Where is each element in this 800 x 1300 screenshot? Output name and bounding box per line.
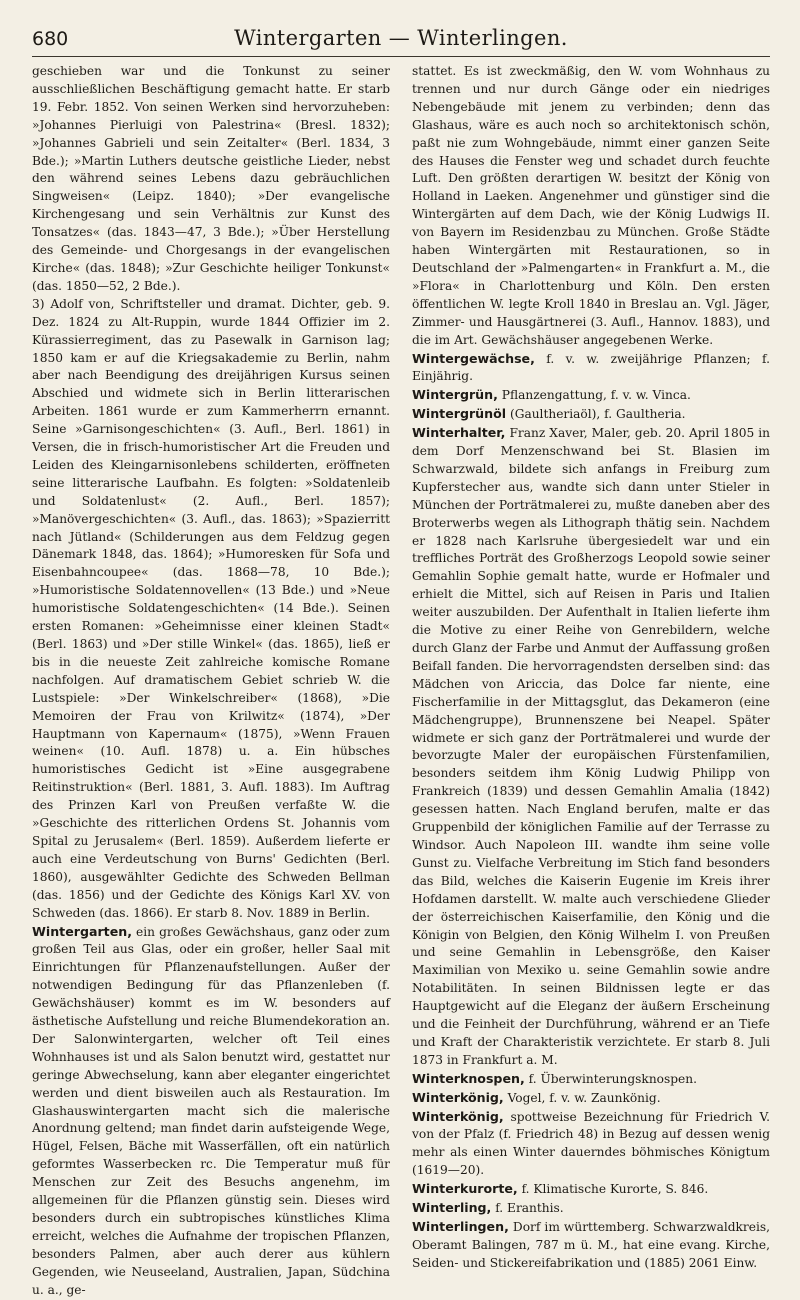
headword: Winterknospen, <box>412 1070 525 1086</box>
right-column <box>412 63 770 1300</box>
headword: Winterling, <box>412 1200 492 1216</box>
headword: Wintergewächse, <box>412 350 535 366</box>
entry-winterkoenig: Winterkönig, spottweise Bezeichnung für Friedrich V. von der Pfalz (f. Friedrich 48) in Bezug auf dessen wenig mehr als einen Winter dauerndes böhmisches Königtum (1619—20). <box>412 1108 770 1178</box>
headword: Wintergarten, <box>32 923 132 939</box>
entry-winterkoenig-vogel: Winterkönig, Vogel, f. v. w. Zaunkönig. <box>412 1089 661 1105</box>
headword: Wintergrün, <box>412 387 498 403</box>
entry-wintergruen: Wintergrün, Pflanzengattung, f. v. w. Vinca. <box>412 387 691 403</box>
entry-winterhalter: Winterhalter, Franz Xaver, Maler, geb. 20. April 1805 in dem Dorf Menzenschwand bei St. Blasien im Schwarzwald, bildete sich anfangs in Freiburg zum Kupferstecher aus, wandte sich dann unter Stieler in München der Porträtmalerei zu, mußte daneben aber des Broterwerbs wegen als Lithograph thätig sein. Nachdem er 1828 nach Karlsruhe übergesiedelt war und ein treffliches Porträt des Großherzogs Leopold sowie seiner Gemahlin Sophie gemalt hatte, wurde er Hofmaler und erhielt die Mittel, sich auf Reisen in Paris und Italien weiter auszubilden. Der Aufenthalt in Italien lieferte ihm die Motive zu einer Reihe von Genrebildern, welche durch Glanz der Farbe und Anmut der Auffassung großen Beifall fanden. Die hervorragendsten derselben sind: das Mädchen von Ariccia, das Dolce far niente, eine Fischerfamilie in der Mittagsglut, das Dekameron (eine Mädchengruppe), Brunnenszene bei Neapel. Später widmete er sich ganz der Porträtmalerei und wurde der bevorzugte Maler der europäischen Fürstenfamilien, besonders seitdem ihm König Ludwig Philipp von Frankreich (1839) und dessen Gemahlin Amalia (1842) gesessen hatten. Nach England berufen, malte er das Gruppenbild der königlichen Familie auf der Terrasse zu Windsor. Auch Napoleon III. wandte ihm seine volle Gunst zu. Vielfache Verbreitung im Stich fand besonders das Bild, welches die Kaiserin Eugenie im Kreis ihrer Hofdamen darstellt. W. malte auch verschiedene Glieder der österreichischen Kaiserfamilie, den König und die Königin von Belgien, den König Wilhelm I. von Preußen und seine Gemahlin in Lebensgröße, den Kaiser Maximilian von Mexiko u. seine Gemahlin sowie andre Notabilitäten. In seinen Bildnissen legte er das Hauptgewicht auf die Eleganz der äußern Erscheinung und die Feinheit der Durchführung, während er an Tiefe und Kraft der Charakteristik verzichtete. Er starb 8. Juli 1873 in Frankfurt a. M. <box>412 425 770 1067</box>
left-column <box>32 63 390 1300</box>
headword: Winterhalter, <box>412 425 506 441</box>
entry-winterknospen: Winterknospen, f. Überwinterungsknospen. <box>412 1070 697 1086</box>
page-header <box>32 26 770 57</box>
entry-winterlingen: Winterlingen, Dorf im württemberg. Schwarzwaldkreis, Oberamt Balingen, 787 m ü. M., hat eine evang. Kirche, Seiden- und Stickereifabrikation und (1885) 2061 Einw. <box>412 1219 770 1270</box>
running-head: Wintergarten — Winterlingen. <box>234 26 568 50</box>
entry-winterling: Winterling, f. Eranthis. <box>412 1200 564 1216</box>
headword: Winterkönig, <box>412 1089 504 1105</box>
page-number: 680 <box>32 28 69 50</box>
headword: Wintergrünöl <box>412 406 507 422</box>
entry-paragraph: 3) Adolf von, Schriftsteller und dramat. Dichter, geb. 9. Dez. 1824 zu Alt-Ruppin, wurde 1844 Offizier im 2. Kürassierregiment, das zu Pasewalk in Garnison lag; 1850 kam er auf die Kriegsakademie zu Berlin, nahm aber nach Beendigung des dreijährigen Kursus seinen Abschied und widmete sich in Berlin litterarischen Arbeiten. 1861 wurde er zum Kammerherrn ernannt. Seine »Garnisongeschichten« (3. Aufl., Berl. 1861) in Versen, die in frisch-humoristischer Art die Freuden und Leiden des Kleingarnisonlebens schilderten, eröffneten seine litterarische Laufbahn. Es folgten: »Soldatenleib und Soldatenlust« (2. Aufl., Berl. 1857); »Manövergeschichten« (3. Aufl., das. 1863); »Spazierritt nach Jütland« (Schilderungen aus dem Feldzug gegen Dänemark 1848, das. 1864); »Humoresken für Sofa und Eisenbahncoupee« (das. 1868—78, 10 Bde.); »Humoristische Soldatennovellen« (13 Bde.) und »Neue humoristische Soldatengeschichten« (14 Bde.). Seinen ersten Romanen: »Geheimnisse einer kleinen Stadt« (Berl. 1863) und »Der stille Winkel« (das. 1865), ließ er bis in die neueste Zeit zahlreiche komische Romane nachfolgen. Auf dramatischem Gebiet schrieb W. die Lustspiele: »Der Winkelschreiber« (1868), »Die Memoiren der Frau von Krilwitz« (1874), »Der Hauptmann von Kapernaum« (1875), »Wenn Frauen weinen« (10. Aufl. 1878) u. a. Ein hübsches humoristisches Gedicht ist »Eine ausgegrabene Reitinstruktion« (Berl. 1881, 3. Aufl. 1883). Im Auftrag des Prinzen Karl von Preußen verfaßte W. die »Geschichte des ritterlichen Ordens St. Johannis vom Spital zu Jerusalem« (Berl. 1859). Außerdem lieferte er auch eine Verdeutschung von Burns' Gedichten (Berl. 1860), ausgewählter Gedichte des Schweden Bellman (das. 1856) und der Gedichte des Königs Karl XV. von Schweden (das. 1866). Er starb 8. Nov. 1889 in Berlin. <box>32 296 390 920</box>
headword: Winterkönig, <box>412 1108 504 1124</box>
entry-wintergarten: Wintergarten, ein großes Gewächshaus, ganz oder zum großen Teil aus Glas, oder ein großer, heller Saal mit Einrichtungen für Pflanzenaufstellungen. Außer der notwendigen Bedingung für das Pflanzenleben (f. Gewächshäuser) kommt es im W. besonders auf ästhetische Aufstellung und reiche Blumendekoration an. Der Salonwintergarten, welcher oft Teil eines Wohnhauses ist und als Salon benutzt wird, gestattet nur geringe Abwechselung, kann aber eleganter eingerichtet werden und dient bisweilen auch als Restauration. Im Glashauswintergarten macht sich die malerische Anordnung geltend; man findet darin aufsteigende Wege, Hügel, Felsen, Bäche mit Wasserfällen, oft ein natürlich geformtes Wasserbecken rc. Die Temperatur muß für Menschen zur Zeit des Besuchs angenehm, im allgemeinen für die Pflanzen günstig sein. Dieses wird besonders durch ein subtropisches künstliches Klima erreicht, welches die Aufnahme der tropischen Pflanzen, besonders Palmen, aber auch derer aus kühlern Gegenden, wie Neuseeland, Australien, Japan, Südchina u. a., ge- <box>32 923 390 1297</box>
entry-wintergruenoel: Wintergrünöl (Gaultheriaöl), f. Gaultheria. <box>412 406 686 422</box>
headword: Winterkurorte, <box>412 1181 518 1197</box>
entry-winterkurorte: Winterkurorte, f. Klimatische Kurorte, S. 846. <box>412 1181 709 1197</box>
entry-wintergewaechse: Wintergewächse, f. v. w. zweijährige Pflanzen; f. Einjährig. <box>412 350 770 384</box>
headword: Winterlingen, <box>412 1219 509 1234</box>
entry-paragraph: geschieben war und die Tonkunst zu seiner ausschließlichen Beschäftigung gemacht hatte. Er starb 19. Febr. 1852. Von seinen Werken sind hervorzuheben: »Johannes Pierluigi von Palestrina« (Bresl. 1832); »Johannes Gabrieli und sein Zeitalter« (Berl. 1834, 3 Bde.); »Martin Luthers deutsche geistliche Lieder, nebst den während seines Lebens dazu gebräuchlichen Singweisen« (Leipz. 1840); »Der evangelische Kirchengesang und sein Verhältnis zur Kunst des Tonsatzes« (das. 1843—47, 3 Bde.); »Über Herstellung des Gemeinde- und Chorgesangs in der evangelischen Kirche« (das. 1848); »Zur Geschichte heiliger Tonkunst« (das. 1850—52, 2 Bde.). <box>32 64 390 293</box>
entry-paragraph: stattet. Es ist zweckmäßig, den W. vom Wohnhaus zu trennen und nur durch Gänge oder ein niedriges Nebengebäude mit jenem zu verbinden; denn das Glashaus, wäre es auch noch so architektonisch schön, paßt nie zum Wohngebäude, nimmt einer ganzen Seite des Hauses die Fenster weg und schadet durch feuchte Luft. Den größten derartigen W. besitzt der König von Holland in Laeken. Angenehmer und günstiger sind die Wintergärten auf dem Dach, wie der König Ludwigs II. von Bayern im Residenzbau zu München. Große Städte haben Wintergärten mit Restaurationen, so in Deutschland der »Palmengarten« in Frankfurt a. M., die »Flora« in Charlottenburg und Köln. Den ersten öffentlichen W. legte Kroll 1840 in Breslau an. Vgl. Jäger, Zimmer- und Hausgärtnerei (3. Aufl., Hannov. 1883), und die im Art. Gewächshäuser angegebenen Werke. <box>412 64 770 347</box>
text-columns <box>32 63 770 1300</box>
